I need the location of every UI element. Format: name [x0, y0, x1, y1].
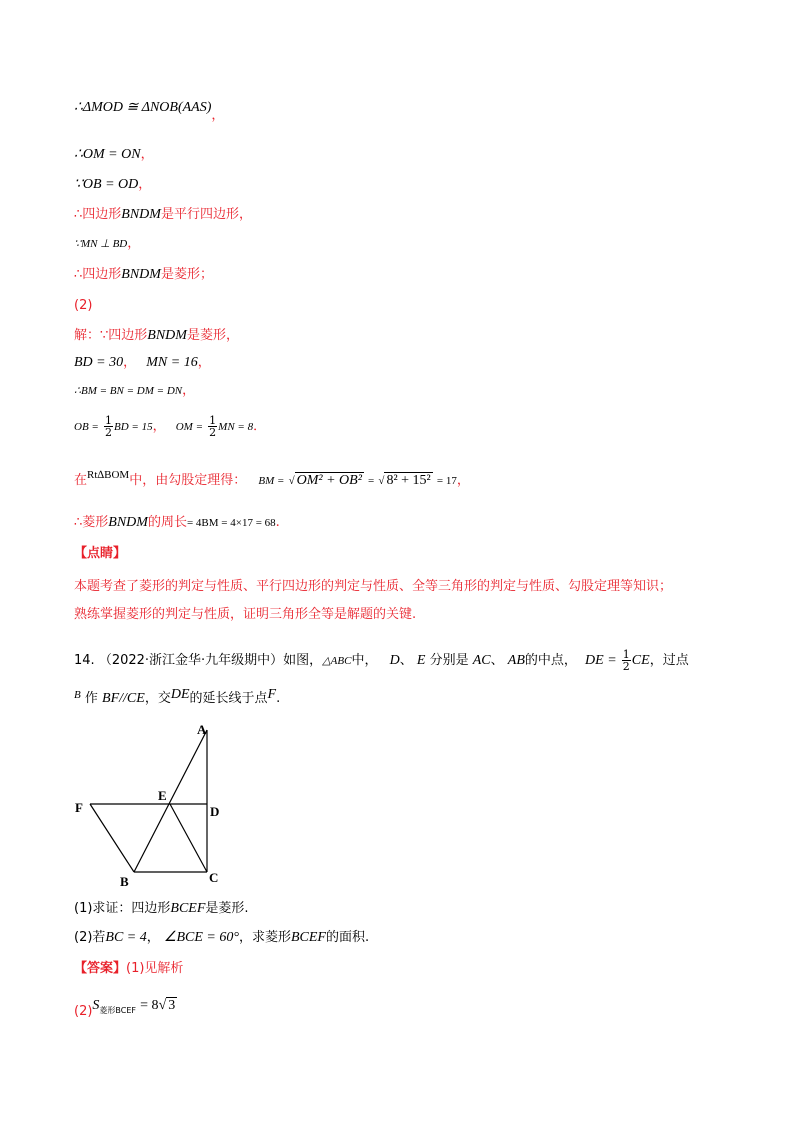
perimeter-line: ∴菱形BNDM的周长= 4BM = 4×17 = 68. — [74, 515, 280, 530]
congruence-statement: ∴ΔMOD ≅ ΔNOB(AAS) — [74, 100, 212, 115]
label-f: F — [75, 800, 83, 815]
segment-fb — [90, 804, 134, 872]
bd-length: BD = 30 — [74, 355, 124, 370]
comment-line-2: 熟练掌握菱形的判定与性质，证明三角形全等是解题的关键. — [74, 607, 417, 622]
om-equals-on: ∴OM = ON — [74, 147, 141, 162]
label-b: B — [120, 874, 129, 889]
mn-perp-bd: ∵MN ⊥ BD — [74, 238, 128, 250]
answer-line-2: $(2)S_{菱形BCEF} = 8√$ 3 — [74, 998, 176, 1019]
question-14-line-1: 14. （2022·浙江金华·九年级期中）如图，△ABC中， D、 E 分别是 AC、 AB的中点， DE = $\frac{1}{2}$ CE，过点 — [74, 648, 689, 673]
equal-sides: ∴BM = BN = DM = DN， — [74, 383, 196, 398]
proof-line-6: ∴四边形BNDM是菱形； — [74, 267, 213, 282]
mn-length: MN = 16 — [146, 355, 198, 370]
question-number: 14. — [74, 653, 95, 668]
half-fraction: $\frac{1}{2}$ — [104, 414, 112, 439]
ob-equals-od: ∵OB = OD — [74, 177, 139, 192]
question-14-line-2: $^B$ 作 BF//CE，交DE的延长线于点F. — [74, 687, 281, 706]
proof-line-3: ∵OB = OD， — [74, 177, 152, 192]
sub-question-2: (2)若BC = 4， ∠BCE = 60°，求菱形BCEF的面积. — [74, 930, 370, 945]
part2-label: (2) — [74, 298, 93, 313]
label-a: A — [197, 722, 207, 737]
half-fraction-2: $\frac{1}{2}$ — [209, 414, 217, 439]
proof-line-2: ∴OM = ON， — [74, 147, 154, 162]
comment-title: 【点睛】 — [74, 546, 127, 561]
sub-question-1: (1)求证：四边形BCEF是菱形. — [74, 901, 249, 916]
proof-line-1: ∴ΔMOD ≅ ΔNOB(AAS)， — [74, 100, 225, 123]
pythagoras-line: 在$^{Rt\Delta BOM}$中，由勾股定理得： BM = √ OM² + OB² = √ 8² + 15² = 17， — [74, 469, 470, 488]
label-c: C — [209, 870, 219, 885]
proof-line-4: ∴四边形BNDM是平行四边形， — [74, 207, 252, 222]
proof-line-5: ∵MN ⊥ BD， — [74, 236, 141, 251]
comment-line-1: 本题考查了菱形的判定与性质、平行四边形的判定与性质、全等三角形的判定与性质、勾股定理等知识； — [74, 579, 673, 594]
half-lengths: OB = $\frac{1}{2}$ BD = 15， OM = $\frac{1}{2}$ MN = 8． — [74, 414, 267, 439]
segment-ec — [170, 804, 207, 872]
part2-solution-intro: 解：∵四边形BNDM是菱形， — [74, 328, 239, 343]
answer-line-1: 【答案】(1)见解析 — [74, 961, 184, 976]
label-d: D — [210, 804, 220, 819]
geometry-figure — [70, 720, 240, 890]
given-lengths: BD = 30， MN = 16， — [74, 355, 211, 370]
label-e: E — [158, 788, 167, 803]
